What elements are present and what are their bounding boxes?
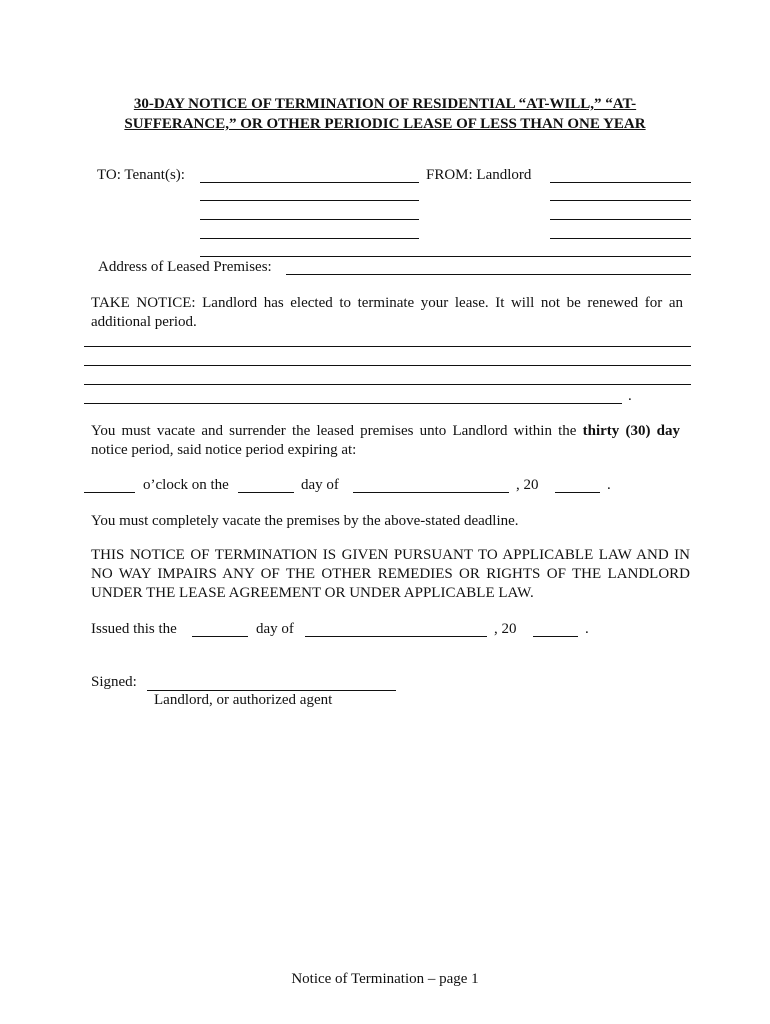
take-notice-paragraph: TAKE NOTICE: Landlord has elected to terminate your lease. It will not be renewed for an additional period. [91,295,683,330]
vacate-completely-text: You must completely vacate the premises by the above-stated deadline. [91,513,519,529]
vacate-line-1 [91,422,680,441]
vacate-text: You must vacate and surrender the leased premises unto Landlord within the [91,423,583,439]
document-title [90,94,680,134]
deadline-day-blank[interactable] [238,492,294,493]
address-label: Address of Leased Premises: [98,259,272,275]
from-landlord-label: FROM: Landlord [426,167,532,183]
issued-end-mark: . [585,621,589,637]
deadline-month-blank[interactable] [353,492,509,493]
notice-line-3[interactable] [84,384,691,385]
landlord-line-2[interactable] [550,200,691,201]
issued-month-blank[interactable] [305,636,487,637]
notice-line-1[interactable] [84,346,691,347]
address-line-above[interactable] [200,256,691,257]
issued-day-of-label: day of [256,621,294,637]
signed-label: Signed: [91,674,137,690]
deadline-end-mark: . [607,477,611,493]
thirty-day-emphasis: thirty (30) day [582,423,680,439]
notice-period-mark: . [628,388,632,404]
tenant-line-2[interactable] [200,200,419,201]
oclock-label: o’clock on the [143,477,229,493]
landlord-line-3[interactable] [550,219,691,220]
deadline-year-prefix: , 20 [516,477,539,493]
tenant-line-3[interactable] [200,219,419,220]
to-tenants-label: TO: Tenant(s): [97,167,185,183]
title-line-2: SUFFERANCE,” OR OTHER PERIODIC LEASE OF LESS THAN ONE YEAR [124,116,646,132]
address-input-line[interactable] [286,274,691,275]
landlord-line-4[interactable] [550,238,691,239]
tenant-line-4[interactable] [200,238,419,239]
deadline-year-blank[interactable] [555,492,600,493]
page-footer: Notice of Termination – page 1 [291,971,479,987]
vacate-line-2: notice period, said notice period expiring at: [91,442,357,458]
notice-line-4[interactable] [84,403,622,404]
tenant-line-1[interactable] [200,182,419,183]
notice-line-2[interactable] [84,365,691,366]
deadline-hour-blank[interactable] [84,492,135,493]
issued-year-prefix: , 20 [494,621,517,637]
issued-year-blank[interactable] [533,636,578,637]
signature-caption: Landlord, or authorized agent [154,692,333,708]
title-line-1: 30-DAY NOTICE OF TERMINATION OF RESIDENTIAL “AT-WILL,” “AT- [133,96,637,112]
landlord-line-1[interactable] [550,182,691,183]
legal-notice-paragraph: THIS NOTICE OF TERMINATION IS GIVEN PURSUANT TO APPLICABLE LAW AND IN NO WAY IMPAIRS ANY OF THE OTHER REMEDIES OR RIGHTS OF THE LANDLORD UNDER THE LEASE AGREEMENT OR UNDER APPLICABLE LAW. [91,547,690,601]
deadline-day-of-label: day of [301,477,339,493]
issued-day-blank[interactable] [192,636,248,637]
issued-label: Issued this the [91,621,177,637]
